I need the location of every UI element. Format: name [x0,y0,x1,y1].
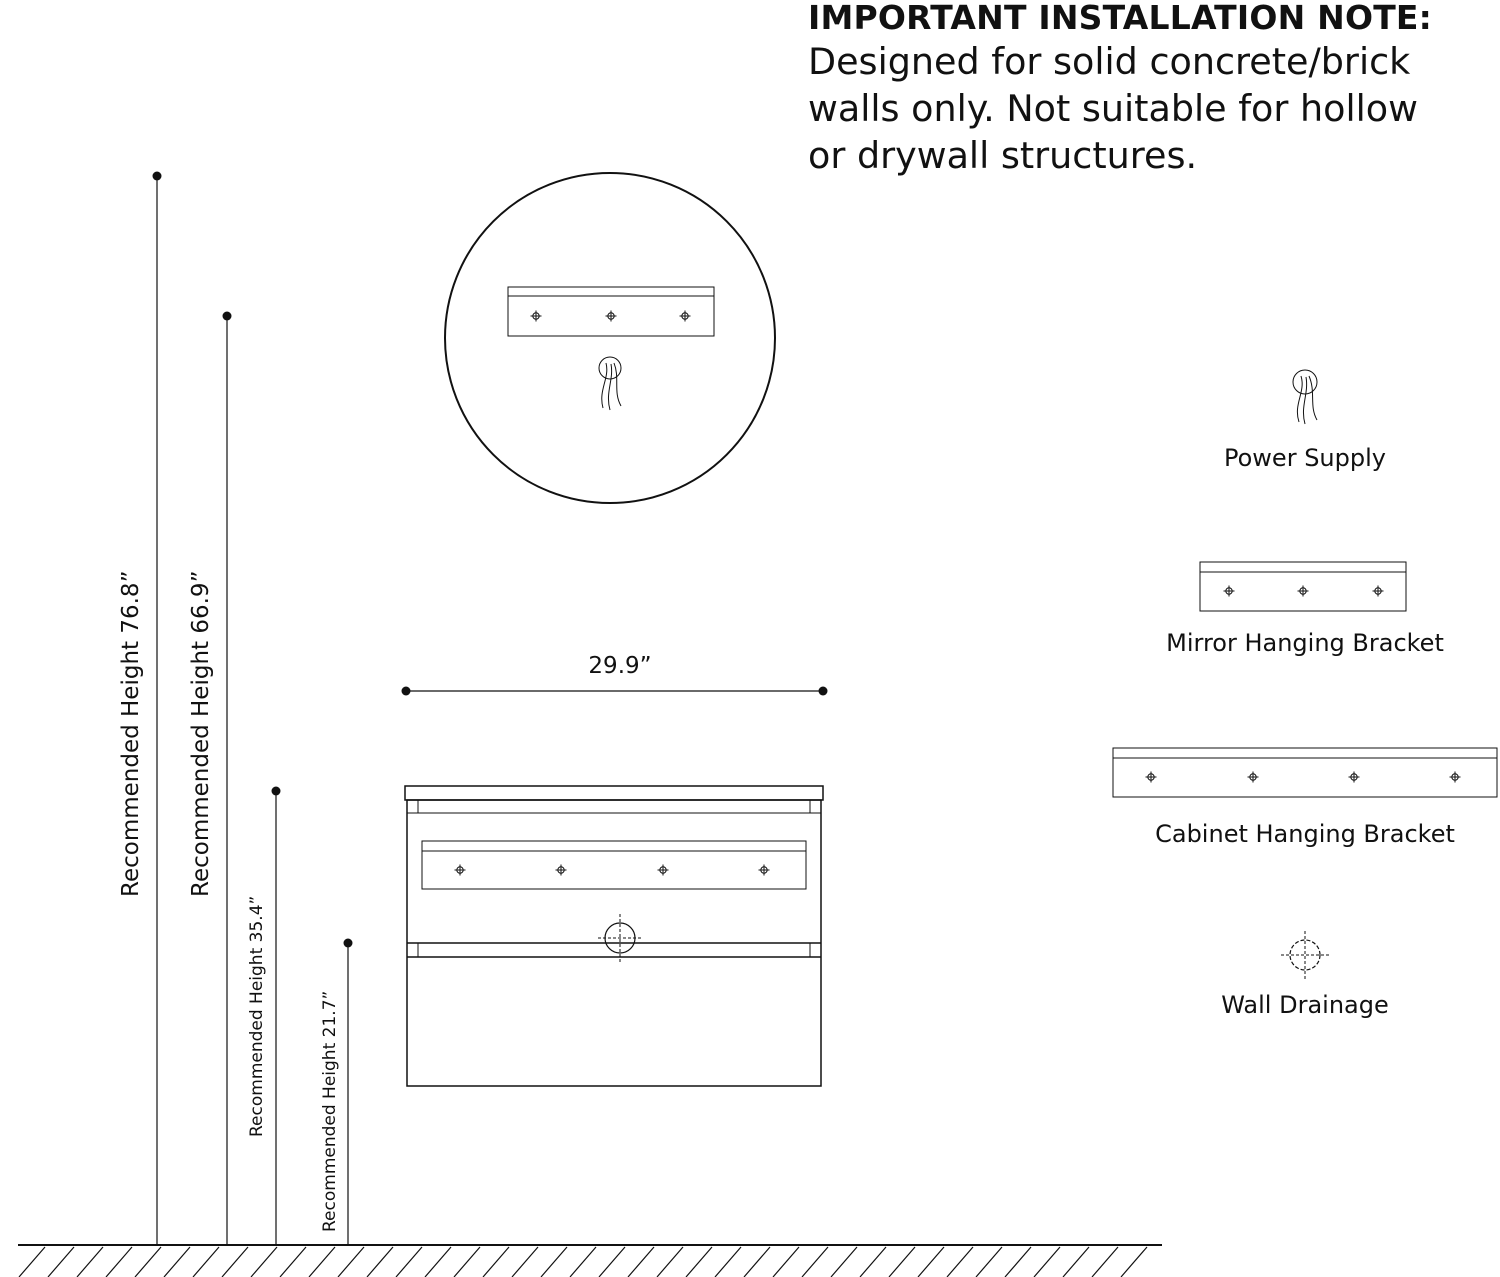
wall-drainage-label: Wall Drainage [1221,991,1389,1019]
floor-hatch-mark [831,1247,857,1277]
cabinet-bracket-label: Cabinet Hanging Bracket [1155,820,1455,848]
cabinet-bracket-icon [1113,748,1497,797]
floor-hatch-mark [222,1247,248,1277]
power-supply-in-mirror-icon [599,357,621,410]
note-title: IMPORTANT INSTALLATION NOTE: [808,0,1433,37]
floor-hatch-mark [396,1247,422,1277]
floor-hatch-mark [135,1247,161,1277]
floor-hatch-mark [483,1247,509,1277]
height-line-35-4 [272,787,281,1246]
floor-hatch-mark [251,1247,277,1277]
floor-hatch-mark [280,1247,306,1277]
floor-hatch-mark [686,1247,712,1277]
floor-hatch-mark [802,1247,828,1277]
floor-hatch-mark [338,1247,364,1277]
floor-hatch-mark [657,1247,683,1277]
height-label-66-9: Recommended Height 66.9” [188,570,214,897]
cabinet-bracket-in-cabinet [422,841,806,889]
floor-hatch-mark [628,1247,654,1277]
floor-hatch-mark [744,1247,770,1277]
floor-hatch-mark [889,1247,915,1277]
drain-in-cabinet-icon [598,914,642,962]
floor-hatch-mark [1034,1247,1060,1277]
cabinet-width-label: 29.9” [588,653,652,679]
floor-hatch-mark [512,1247,538,1277]
floor-hatch-mark [1005,1247,1031,1277]
floor-hatch-mark [947,1247,973,1277]
height-label-21-7: Recommended Height 21.7” [320,990,340,1232]
floor-hatch-mark [599,1247,625,1277]
note-line-1: Designed for solid concrete/brick [808,40,1411,83]
floor-hatch-mark [1121,1247,1147,1277]
height-line-76-8 [153,172,162,1246]
floor-hatch-mark [367,1247,393,1277]
floor-hatch-mark [425,1247,451,1277]
floor-hatch-mark [106,1247,132,1277]
power-supply-icon [1293,370,1317,424]
floor-hatch-mark [19,1247,45,1277]
floor-hatch-mark [541,1247,567,1277]
note-line-2: walls only. Not suitable for hollow [808,87,1418,130]
floor-hatch-mark [309,1247,335,1277]
height-line-66-9 [223,312,232,1246]
vanity-cabinet [405,786,823,1086]
mirror-bracket-icon [1200,562,1406,611]
mirror-bracket-in-mirror [508,287,714,336]
floor-hatch-mark [164,1247,190,1277]
wall-drainage-icon [1281,931,1329,979]
floor-hatch-mark [860,1247,886,1277]
floor-hatch-mark [1092,1247,1118,1277]
floor-hatch-mark [193,1247,219,1277]
floor-hatch-mark [918,1247,944,1277]
floor-hatch-mark [715,1247,741,1277]
floor-hatch-mark [570,1247,596,1277]
height-label-76-8: Recommended Height 76.8” [118,570,144,897]
floor-hatch-mark [454,1247,480,1277]
floor [18,1245,1162,1277]
round-mirror [445,173,775,503]
floor-hatch-mark [773,1247,799,1277]
height-line-21-7 [344,939,353,1246]
floor-hatch-mark [48,1247,74,1277]
height-label-35-4: Recommended Height 35.4” [247,895,267,1137]
note-line-3: or drywall structures. [808,134,1198,177]
width-dimension [402,687,828,696]
mirror-bracket-label: Mirror Hanging Bracket [1166,629,1444,657]
floor-hatch-mark [976,1247,1002,1277]
power-supply-label: Power Supply [1224,444,1386,472]
floor-hatch-mark [1063,1247,1089,1277]
floor-hatch-mark [77,1247,103,1277]
installation-note [808,0,1498,179]
